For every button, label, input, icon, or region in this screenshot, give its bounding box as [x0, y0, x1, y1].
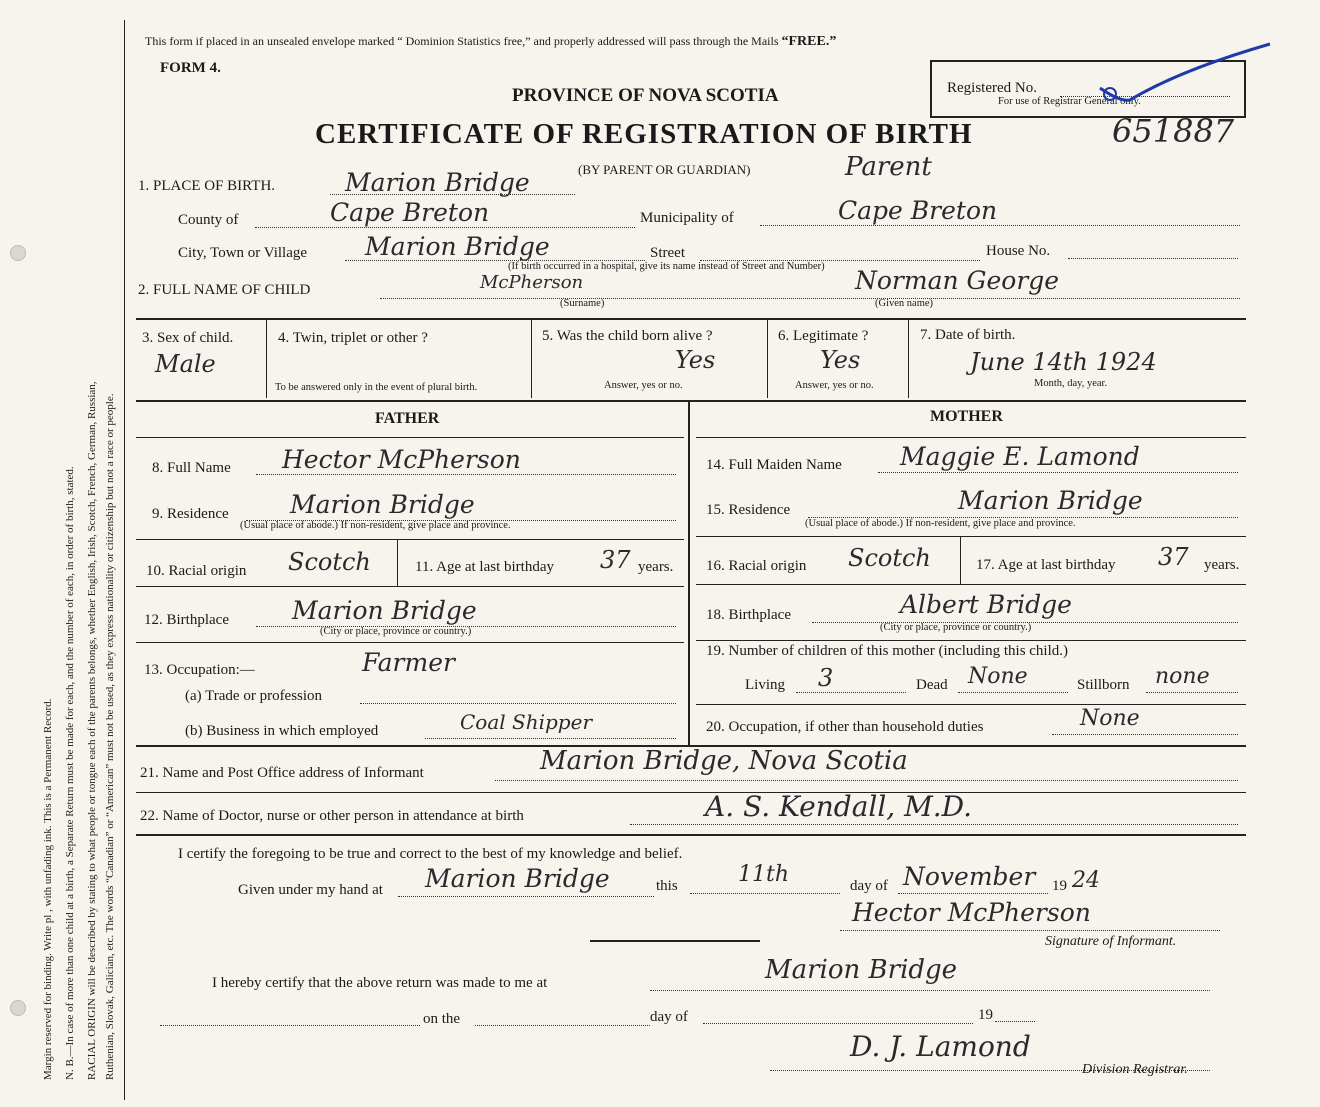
mother-dead: None	[968, 664, 1028, 689]
given-place: Marion Bridge	[425, 864, 610, 893]
hospital-note: (If birth occurred in a hospital, give its name instead of Street and Number)	[508, 261, 825, 272]
mother-name-label: 14. Full Maiden Name	[706, 457, 842, 473]
doctor-value: A. S. Kendall, M.D.	[705, 790, 973, 823]
father-age-label: 11. Age at last birthday	[415, 559, 554, 575]
mother-birthplace-label: 18. Birthplace	[706, 607, 791, 623]
child-name-label: 2. FULL NAME OF CHILD	[138, 282, 311, 298]
father-birthplace: Marion Bridge	[292, 596, 477, 625]
alive-note: Answer, yes or no.	[604, 380, 683, 391]
mother-h1	[696, 437, 1246, 438]
municipality-label: Municipality of	[640, 210, 734, 226]
informant-value: Marion Bridge, Nova Scotia	[540, 746, 908, 776]
check-mark-icon	[1090, 40, 1280, 120]
twin-label: 4. Twin, triplet or other ?	[278, 330, 428, 346]
day-line	[690, 893, 840, 894]
father-name-line	[256, 474, 676, 475]
signature-line	[840, 930, 1220, 931]
registered-label: Registered No.	[947, 80, 1037, 96]
day-of-label: day of	[850, 878, 888, 894]
mother-name: Maggie E. Lamond	[900, 442, 1140, 471]
div-row-4	[908, 320, 909, 398]
registrar-statement: I hereby certify that the above return was made to me at	[212, 975, 548, 991]
binding-hole-top	[10, 245, 26, 261]
given-note: (Given name)	[875, 298, 934, 309]
place-line	[330, 194, 575, 195]
father-age: 37	[600, 546, 631, 574]
father-race-label: 10. Racial origin	[146, 563, 247, 579]
father-name: Hector McPherson	[282, 445, 521, 474]
mother-living-label: Living	[745, 677, 785, 693]
informant-label: 21. Name and Post Office address of Informant	[140, 765, 424, 781]
mother-heading: MOTHER	[930, 408, 1003, 425]
rule-parents-top	[136, 400, 1246, 402]
father-business-line	[425, 738, 676, 739]
year-label-2: 19	[978, 1007, 993, 1023]
dob-label: 7. Date of birth.	[920, 327, 1016, 343]
separator-rule	[590, 940, 760, 942]
form-number: FORM 4.	[160, 60, 221, 76]
signature-label: Signature of Informant.	[1045, 934, 1177, 949]
county-line	[255, 227, 635, 228]
rule-informant	[136, 792, 1246, 793]
alive-label: 5. Was the child born alive ?	[542, 328, 713, 344]
father-occupation: Farmer	[362, 648, 455, 677]
handwritten-parent: Parent	[845, 152, 932, 182]
mother-children-label: 19. Number of children of this mother (including this child.)	[706, 643, 1069, 659]
mother-living: 3	[818, 664, 834, 692]
mother-stillborn: none	[1155, 664, 1210, 689]
father-residence: Marion Bridge	[290, 490, 475, 519]
municipality-value: Cape Breton	[838, 196, 998, 225]
father-race: Scotch	[288, 548, 371, 576]
year-prefix: 19	[1052, 878, 1067, 894]
informant-line	[495, 780, 1238, 781]
father-residence-label: 9. Residence	[152, 506, 229, 522]
mother-h4	[696, 640, 1246, 641]
child-name-line	[380, 298, 1240, 299]
given-label: Given under my hand at	[238, 882, 383, 898]
house-line	[1068, 258, 1238, 259]
father-trade-label: (a) Trade or profession	[185, 688, 323, 704]
mother-dead-label: Dead	[916, 677, 948, 693]
father-years: years.	[638, 559, 674, 575]
month-line	[898, 893, 1048, 894]
div-row-1	[266, 320, 267, 398]
dob-value: June 14th 1924	[970, 348, 1157, 376]
province-heading: PROVINCE OF NOVA SCOTIA	[512, 85, 779, 106]
legit-value: Yes	[820, 346, 861, 374]
mother-occ: None	[1080, 706, 1140, 731]
mother-bp-note: (City or place, province or country.)	[880, 622, 1032, 633]
sidebar-note-2: N. B.—In case of more than one child at a birth, a Separate Return must be made for each, and the number of each, in order of birth, stated.	[64, 466, 76, 1080]
doctor-label: 22. Name of Doctor, nurse or other person in attendance at birth	[140, 808, 524, 824]
this-label: this	[656, 878, 678, 894]
child-given-name: Norman George	[855, 266, 1060, 295]
div-row-3	[767, 320, 768, 398]
municipality-line	[760, 225, 1240, 226]
mother-h5	[696, 704, 1246, 705]
mother-residence-label: 15. Residence	[706, 502, 791, 518]
sidebar-note-1: Margin reserved for binding. Write pl , with unfading ink. This is a Permanent Record.	[42, 698, 54, 1080]
mother-age-label: 17. Age at last birthday	[976, 557, 1116, 573]
mother-name-line	[878, 472, 1238, 473]
street-label: Street	[650, 245, 685, 261]
alive-value: Yes	[675, 346, 716, 374]
mother-years: years.	[1204, 557, 1240, 573]
on-the-line	[475, 1025, 650, 1026]
dob-note: Month, day, year.	[1034, 378, 1108, 389]
mother-residence: Marion Bridge	[958, 486, 1143, 515]
mother-dead-line	[958, 692, 1068, 693]
father-v1	[397, 539, 398, 586]
registered-note: For use of Registrar General only.	[998, 96, 1141, 107]
year-line-2	[995, 1021, 1035, 1022]
rule-doctor	[136, 834, 1246, 836]
sex-label: 3. Sex of child.	[142, 330, 234, 346]
div-row-2	[531, 320, 532, 398]
mother-occ-label: 20. Occupation, if other than household duties	[706, 719, 984, 735]
mother-stillborn-line	[1146, 692, 1238, 693]
mother-birthplace: Albert Bridge	[900, 590, 1072, 619]
day-value: 11th	[738, 862, 790, 887]
on-the-label: on the	[423, 1011, 461, 1027]
child-surname: McPherson	[480, 272, 584, 293]
page-title: CERTIFICATE OF REGISTRATION OF BIRTH	[315, 118, 973, 150]
father-h3	[136, 586, 684, 587]
mother-race: Scotch	[848, 544, 931, 572]
mother-living-line	[796, 692, 906, 693]
mother-stillborn-label: Stillborn	[1077, 677, 1130, 693]
father-trade-line	[360, 703, 676, 704]
sex-value: Male	[155, 350, 216, 378]
mother-h2	[696, 536, 1246, 537]
city-label: City, Town or Village	[178, 245, 308, 261]
day-of-line-2	[703, 1023, 973, 1024]
mail-notice: This form if placed in an unsealed envelope marked “ Dominion Statistics free,” and properly addressed will pass through the Mails “FREE.”	[145, 34, 837, 49]
father-business: Coal Shipper	[460, 710, 593, 734]
registrar-place-line	[650, 990, 1210, 991]
mother-race-label: 16. Racial origin	[706, 558, 807, 574]
father-business-label: (b) Business in which employed	[185, 723, 379, 739]
registrar-label: Division Registrar.	[1082, 1062, 1188, 1077]
mother-occ-line	[1052, 734, 1238, 735]
surname-note: (Surname)	[560, 298, 605, 309]
county-value: Cape Breton	[330, 198, 490, 227]
mother-abode-note: (Usual place of abode.) If non-resident, give place and province.	[805, 518, 1076, 529]
place-of-birth-label: 1. PLACE OF BIRTH.	[138, 178, 276, 194]
city-value: Marion Bridge	[365, 232, 550, 261]
rule-top-row	[136, 318, 1246, 320]
year-value: 24	[1072, 868, 1100, 893]
father-h2	[136, 539, 684, 540]
registrar-place: Marion Bridge	[765, 955, 958, 985]
county-label: County of	[178, 212, 239, 228]
mother-v1	[960, 536, 961, 584]
handwritten-registration-number: 651887	[1112, 112, 1235, 150]
legit-note: Answer, yes or no.	[795, 380, 874, 391]
father-bp-note: (City or place, province or country.)	[320, 626, 472, 637]
house-label: House No.	[986, 243, 1051, 259]
father-heading: FATHER	[375, 410, 440, 427]
legit-label: 6. Legitimate ?	[778, 328, 869, 344]
mother-h3	[696, 584, 1246, 585]
twin-note: To be answered only in the event of plural birth.	[275, 382, 478, 393]
mother-age: 37	[1158, 543, 1189, 571]
binding-hole-bottom	[10, 1000, 26, 1016]
parents-divider	[688, 402, 690, 745]
certify-statement: I certify the foregoing to be true and correct to the best of my knowledge and belief.	[178, 846, 683, 862]
sidebar-note-4: Ruthenian, Slovak, Galician, etc. The words “Canadian” or “American” must not be used, as they express nationality or citizenship but not a race or people.	[104, 393, 116, 1080]
on-the-leading-line	[160, 1025, 420, 1026]
day-of-label-2: day of	[650, 1009, 688, 1025]
father-h1	[136, 437, 684, 438]
subtitle: (BY PARENT OR GUARDIAN)	[578, 162, 751, 177]
father-occupation-label: 13. Occupation:—	[144, 662, 255, 678]
given-place-line	[398, 896, 654, 897]
doctor-line	[630, 824, 1238, 825]
father-abode-note: (Usual place of abode.) If non-resident, give place and province.	[240, 520, 511, 531]
month-value: November	[903, 862, 1036, 891]
place-of-birth-value: Marion Bridge	[345, 168, 530, 197]
binding-margin-line	[124, 20, 125, 1100]
father-name-label: 8. Full Name	[152, 460, 231, 476]
registrar-signature: D. J. Lamond	[850, 1030, 1031, 1063]
father-h4	[136, 642, 684, 643]
father-birthplace-label: 12. Birthplace	[144, 612, 229, 628]
sidebar-note-3: RACIAL ORIGIN will be described by stating to what people or tongue each of the parents belongs, whether English, Irish, Scotch, French, German, Russian,	[86, 381, 98, 1080]
informant-signature: Hector McPherson	[852, 898, 1091, 927]
